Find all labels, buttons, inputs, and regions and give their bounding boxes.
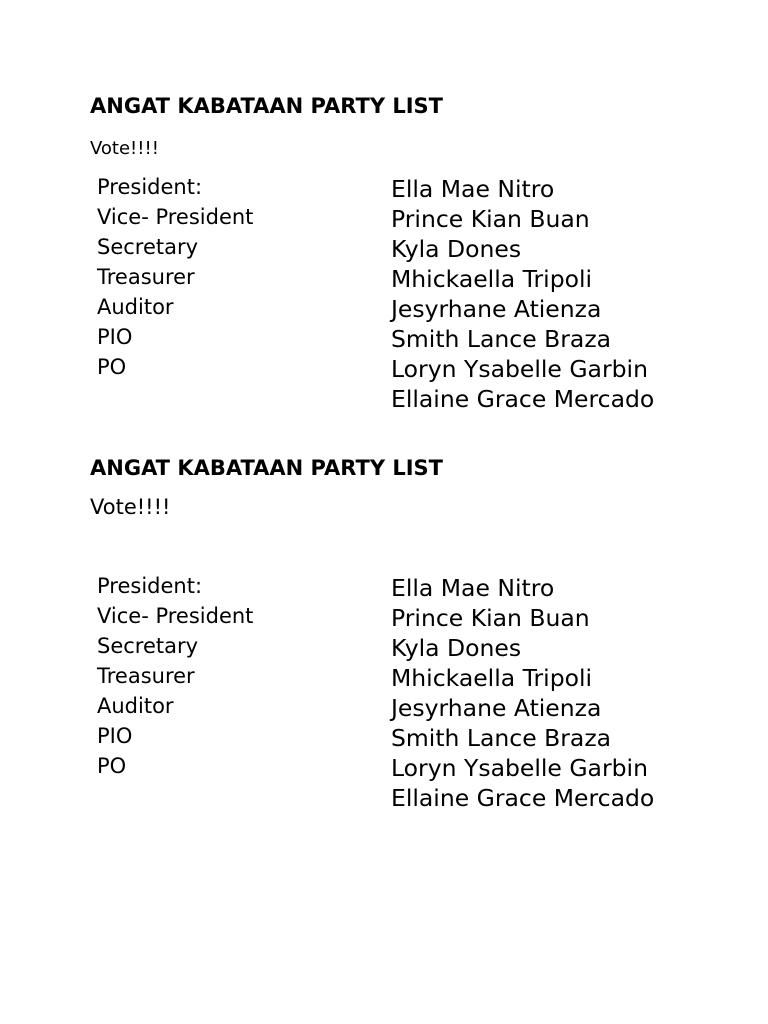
role-po: PO (97, 754, 127, 778)
candidate-name: Ellaine Grace Mercado (391, 784, 655, 812)
candidate-name: Ellaine Grace Mercado (391, 385, 655, 413)
candidate-name: Smith Lance Braza (391, 724, 612, 752)
role-secretary: Secretary (97, 634, 199, 658)
role-president: President: (97, 175, 203, 199)
section-title: ANGAT KABATAAN PARTY LIST (90, 456, 443, 480)
role-president: President: (97, 574, 203, 598)
candidate-name: Smith Lance Braza (391, 325, 612, 353)
candidate-name: Prince Kian Buan (391, 604, 590, 632)
vote-text: Vote!!!! (90, 138, 159, 159)
role-po: PO (97, 355, 127, 379)
role-treasurer: Treasurer (97, 664, 195, 688)
candidate-name: Mhickaella Tripoli (391, 664, 593, 692)
role-treasurer: Treasurer (97, 265, 195, 289)
role-secretary: Secretary (97, 235, 199, 259)
role-auditor: Auditor (97, 694, 174, 718)
candidate-name: Jesyrhane Atienza (391, 295, 602, 323)
candidate-name: Loryn Ysabelle Garbin (391, 355, 648, 383)
role-vice-president: Vice- President (97, 205, 254, 229)
candidate-name: Prince Kian Buan (391, 205, 590, 233)
roles-list (97, 571, 253, 781)
role-pio: PIO (97, 325, 133, 349)
candidate-name: Kyla Dones (391, 634, 522, 662)
section-title: ANGAT KABATAAN PARTY LIST (90, 94, 443, 118)
names-list (391, 573, 654, 813)
candidate-name: Jesyrhane Atienza (391, 694, 602, 722)
roles-list (97, 172, 253, 382)
vote-text: Vote!!!! (90, 495, 171, 519)
role-vice-president: Vice- President (97, 604, 254, 628)
role-auditor: Auditor (97, 295, 174, 319)
candidate-name: Mhickaella Tripoli (391, 265, 593, 293)
candidate-name: Kyla Dones (391, 235, 522, 263)
candidate-name: Loryn Ysabelle Garbin (391, 754, 648, 782)
names-list (391, 174, 654, 414)
role-pio: PIO (97, 724, 133, 748)
candidate-name: Ella Mae Nitro (391, 574, 555, 602)
candidate-name: Ella Mae Nitro (391, 175, 555, 203)
